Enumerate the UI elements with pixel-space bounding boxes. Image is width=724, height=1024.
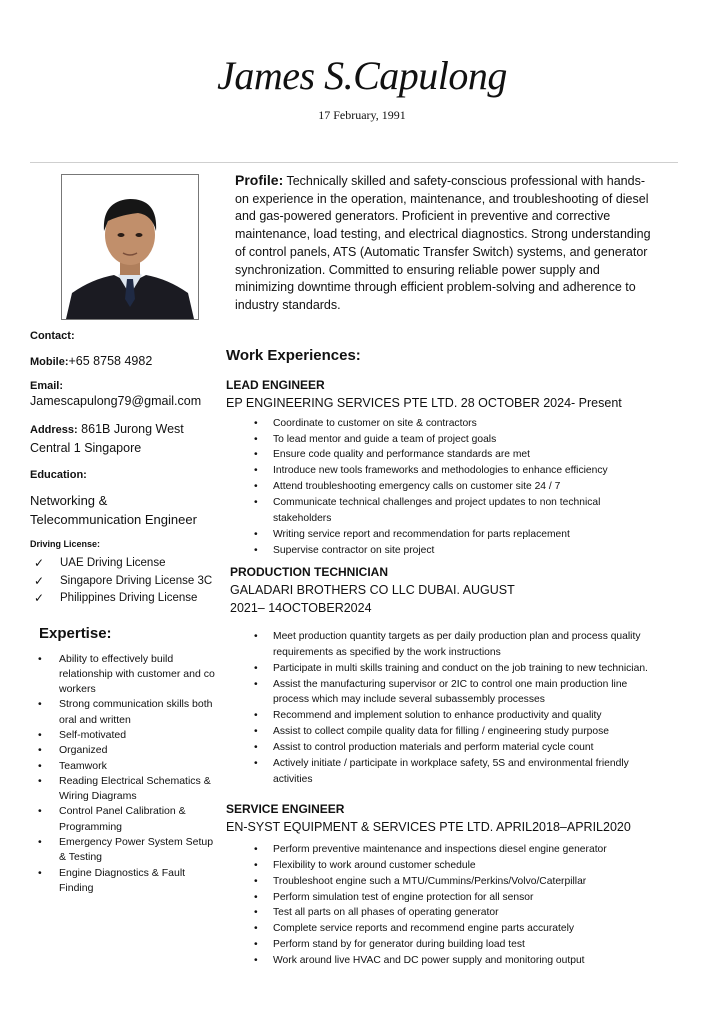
contact-heading: Contact: <box>30 330 75 342</box>
list-item <box>30 728 220 743</box>
list-item <box>226 677 652 709</box>
list-item <box>30 743 220 758</box>
job-entry <box>226 802 652 969</box>
check-icon: ✓ <box>34 591 45 605</box>
list-item <box>226 543 652 559</box>
job-duties <box>226 842 652 969</box>
bullet-icon: • <box>254 630 258 642</box>
bullet-icon: • <box>38 728 42 741</box>
bullet-icon: • <box>254 923 258 935</box>
list-item <box>226 432 652 448</box>
bullet-icon: • <box>254 449 258 461</box>
duty-text: Perform stand by for generator during building load test <box>273 939 525 951</box>
email-value: Jamescapulong79@gmail.com <box>30 394 202 408</box>
list-item <box>226 527 652 543</box>
expertise-label: Ability to effectively build relationship with customer and co workers <box>59 652 215 696</box>
address-value: 861B Jurong West Central 1 Singapore <box>30 422 184 455</box>
job-company: EP ENGINEERING SERVICES PTE LTD. 28 OCTOBER 2024- Present <box>226 395 622 410</box>
duty-text: Assist the manufacturing supervisor or 2IC to control one main production line process which may include several subassembly processes <box>273 678 628 706</box>
list-item <box>226 890 652 906</box>
profile-label: Profile: <box>235 172 284 188</box>
duty-text: Flexibility to work around customer schedule <box>273 859 476 871</box>
duty-text: Perform preventive maintenance and inspections diesel engine generator <box>273 843 607 855</box>
license-label: UAE Driving License <box>60 557 166 569</box>
license-label: Singapore Driving License 3C <box>60 574 213 587</box>
duty-text: Coordinate to customer on site & contractors <box>273 417 477 429</box>
list-item <box>226 724 652 740</box>
bullet-icon: • <box>254 891 258 903</box>
bullet-icon: • <box>38 774 42 787</box>
list-item <box>30 555 220 572</box>
bullet-icon: • <box>38 866 42 879</box>
date-of-birth: 17 February, 1991 <box>318 108 406 122</box>
bullet-icon: • <box>254 678 258 690</box>
bullet-icon: • <box>254 742 258 754</box>
bullet-icon: • <box>254 758 258 770</box>
job-title: PRODUCTION TECHNICIAN <box>230 564 388 579</box>
duty-text: Introduce new tools frameworks and methodologies to enhance efficiency <box>273 465 608 477</box>
expertise-label: Emergency Power System Setup & Testing <box>59 836 214 864</box>
check-icon: ✓ <box>34 556 45 570</box>
license-label: Philippines Driving License <box>60 592 198 604</box>
list-item <box>30 652 220 698</box>
address-label: Address: <box>30 424 78 436</box>
expertise-label: Teamwork <box>59 759 107 772</box>
list-item <box>30 804 220 835</box>
duty-text: Work around live HVAC and DC power supply and monitoring output <box>273 955 585 967</box>
expertise-label: Strong communication skills both oral and written <box>59 698 213 726</box>
list-item <box>30 590 220 607</box>
list-item <box>30 866 220 897</box>
bullet-icon: • <box>254 662 258 674</box>
work-experiences-heading: Work Experiences: <box>226 346 361 364</box>
expertise-label: Engine Diagnostics & Fault Finding <box>59 866 186 894</box>
duty-text: Test all parts on all phases of operating generator <box>273 907 499 919</box>
list-item <box>226 740 652 756</box>
bullet-icon: • <box>254 465 258 477</box>
list-item <box>30 835 220 866</box>
duty-text: Recommend and implement solution to enhance productivity and quality <box>273 710 602 722</box>
expertise-label: Reading Electrical Schematics & Wiring Diagrams <box>59 774 211 803</box>
bullet-icon: • <box>38 759 42 772</box>
list-item <box>226 416 652 432</box>
header-divider <box>30 162 678 163</box>
list-item <box>30 573 220 590</box>
bullet-icon: • <box>254 528 258 540</box>
list-item <box>226 756 652 788</box>
job-title: SERVICE ENGINEER <box>226 801 345 816</box>
bullet-icon: • <box>254 726 258 738</box>
expertise-label: Self-motivated <box>59 728 127 741</box>
education-heading: Education: <box>30 469 87 481</box>
bullet-icon: • <box>254 843 258 855</box>
list-item <box>226 447 652 463</box>
education-value: Networking & Telecommunication Engineer <box>30 493 197 527</box>
duty-text: Assist to control production materials and perform material cycle count <box>273 742 594 754</box>
email-label: Email: <box>30 380 64 392</box>
expertise-label: Control Panel Calibration & Programming <box>59 805 186 833</box>
bullet-icon: • <box>254 859 258 871</box>
bullet-icon: • <box>254 481 258 493</box>
bullet-icon: • <box>254 433 258 445</box>
bullet-icon: • <box>254 955 258 967</box>
driving-license-list <box>30 555 220 607</box>
left-column <box>30 330 220 896</box>
bullet-icon: • <box>254 710 258 722</box>
profile-text: Technically skilled and safety-conscious professional with hands-on experience in the operation, maintenance, and troubleshooting of diesel and gas-powered generators. Proficient in preventive and corrective maintenance, load testing, and electrical diagnostics. Strong understanding of control panels, ATS (Automatic Transfer Switch) systems, and generator synchronization. Committed to ensuring reliable power supply and minimizing downtime through efficient problem-solving and adherence to industry standards. <box>235 174 651 312</box>
profile-section <box>235 172 652 315</box>
job-entry <box>226 378 652 559</box>
list-item <box>226 495 652 527</box>
profile-photo <box>61 174 199 320</box>
mobile-label: Mobile: <box>30 356 69 368</box>
list-item <box>226 921 652 937</box>
duty-text: Attend troubleshooting emergency calls on customer site 24 / 7 <box>273 481 561 493</box>
person-name: James S.Capulong <box>217 53 507 98</box>
bullet-icon: • <box>254 875 258 887</box>
job-duties <box>226 416 652 559</box>
job-entry <box>226 565 652 788</box>
duty-text: Participate in multi skills training and conduct on the job training to new technician. <box>273 662 648 674</box>
duty-text: Troubleshoot engine such a MTU/Cummins/Perkins/Volvo/Caterpillar <box>273 875 587 887</box>
bullet-icon: • <box>38 805 42 818</box>
mobile-value: +65 8758 4982 <box>68 354 153 368</box>
job-title: LEAD ENGINEER <box>226 377 325 392</box>
list-item <box>226 858 652 874</box>
duty-text: Ensure code quality and performance standards are met <box>273 449 530 461</box>
duty-text: Meet production quantity targets as per daily production plan and process quality requirements as specified by the work instructions <box>273 630 641 658</box>
right-column <box>226 172 652 969</box>
list-item <box>30 759 220 774</box>
list-item <box>226 661 652 677</box>
driving-license-heading: Driving License: <box>30 539 101 549</box>
job-company: EN-SYST EQUIPMENT & SERVICES PTE LTD. APRIL2018–APRIL2020 <box>226 819 631 834</box>
list-item <box>226 629 652 661</box>
list-item <box>226 937 652 953</box>
portrait-image <box>62 175 198 319</box>
bullet-icon: • <box>38 744 42 757</box>
list-item <box>30 774 220 805</box>
duty-text: Actively initiate / participate in workplace safety, 5S and environmental friendly activities <box>273 758 629 785</box>
bullet-icon: • <box>38 698 42 711</box>
list-item <box>226 874 652 890</box>
list-item <box>226 479 652 495</box>
job-duties <box>226 629 652 788</box>
address-line <box>30 420 220 457</box>
list-item <box>226 708 652 724</box>
bullet-icon: • <box>254 907 258 919</box>
expertise-label: Organized <box>59 744 108 757</box>
expertise-heading: Expertise: <box>39 624 112 642</box>
bullet-icon: • <box>38 652 42 665</box>
list-item <box>226 953 652 969</box>
duty-text: Communicate technical challenges and project updates to non technical stakeholders <box>273 497 601 525</box>
duty-text: Assist to collect compile quality data for filling / engineering study purpose <box>273 726 609 738</box>
duty-text: Supervise contractor on site project <box>273 544 435 556</box>
duty-text: Complete service reports and recommend engine parts accurately <box>273 923 575 935</box>
bullet-icon: • <box>254 417 258 429</box>
list-item <box>226 842 652 858</box>
bullet-icon: • <box>254 544 258 556</box>
duty-text: Writing service report and recommendation for parts replacement <box>273 528 570 540</box>
bullet-icon: • <box>254 497 258 509</box>
check-icon: ✓ <box>34 573 45 588</box>
bullet-icon: • <box>254 939 258 951</box>
list-item <box>226 905 652 921</box>
bullet-icon: • <box>38 836 42 849</box>
duty-text: To lead mentor and guide a team of project goals <box>273 433 497 445</box>
list-item <box>226 463 652 479</box>
duty-text: Perform simulation test of engine protection for all sensor <box>273 891 534 903</box>
expertise-list <box>30 652 220 897</box>
list-item <box>30 697 220 728</box>
mobile-line <box>30 354 220 368</box>
job-company: GALADARI BROTHERS CO LLC DUBAI. AUGUST 2021– 14OCTOBER2024 <box>230 582 515 615</box>
